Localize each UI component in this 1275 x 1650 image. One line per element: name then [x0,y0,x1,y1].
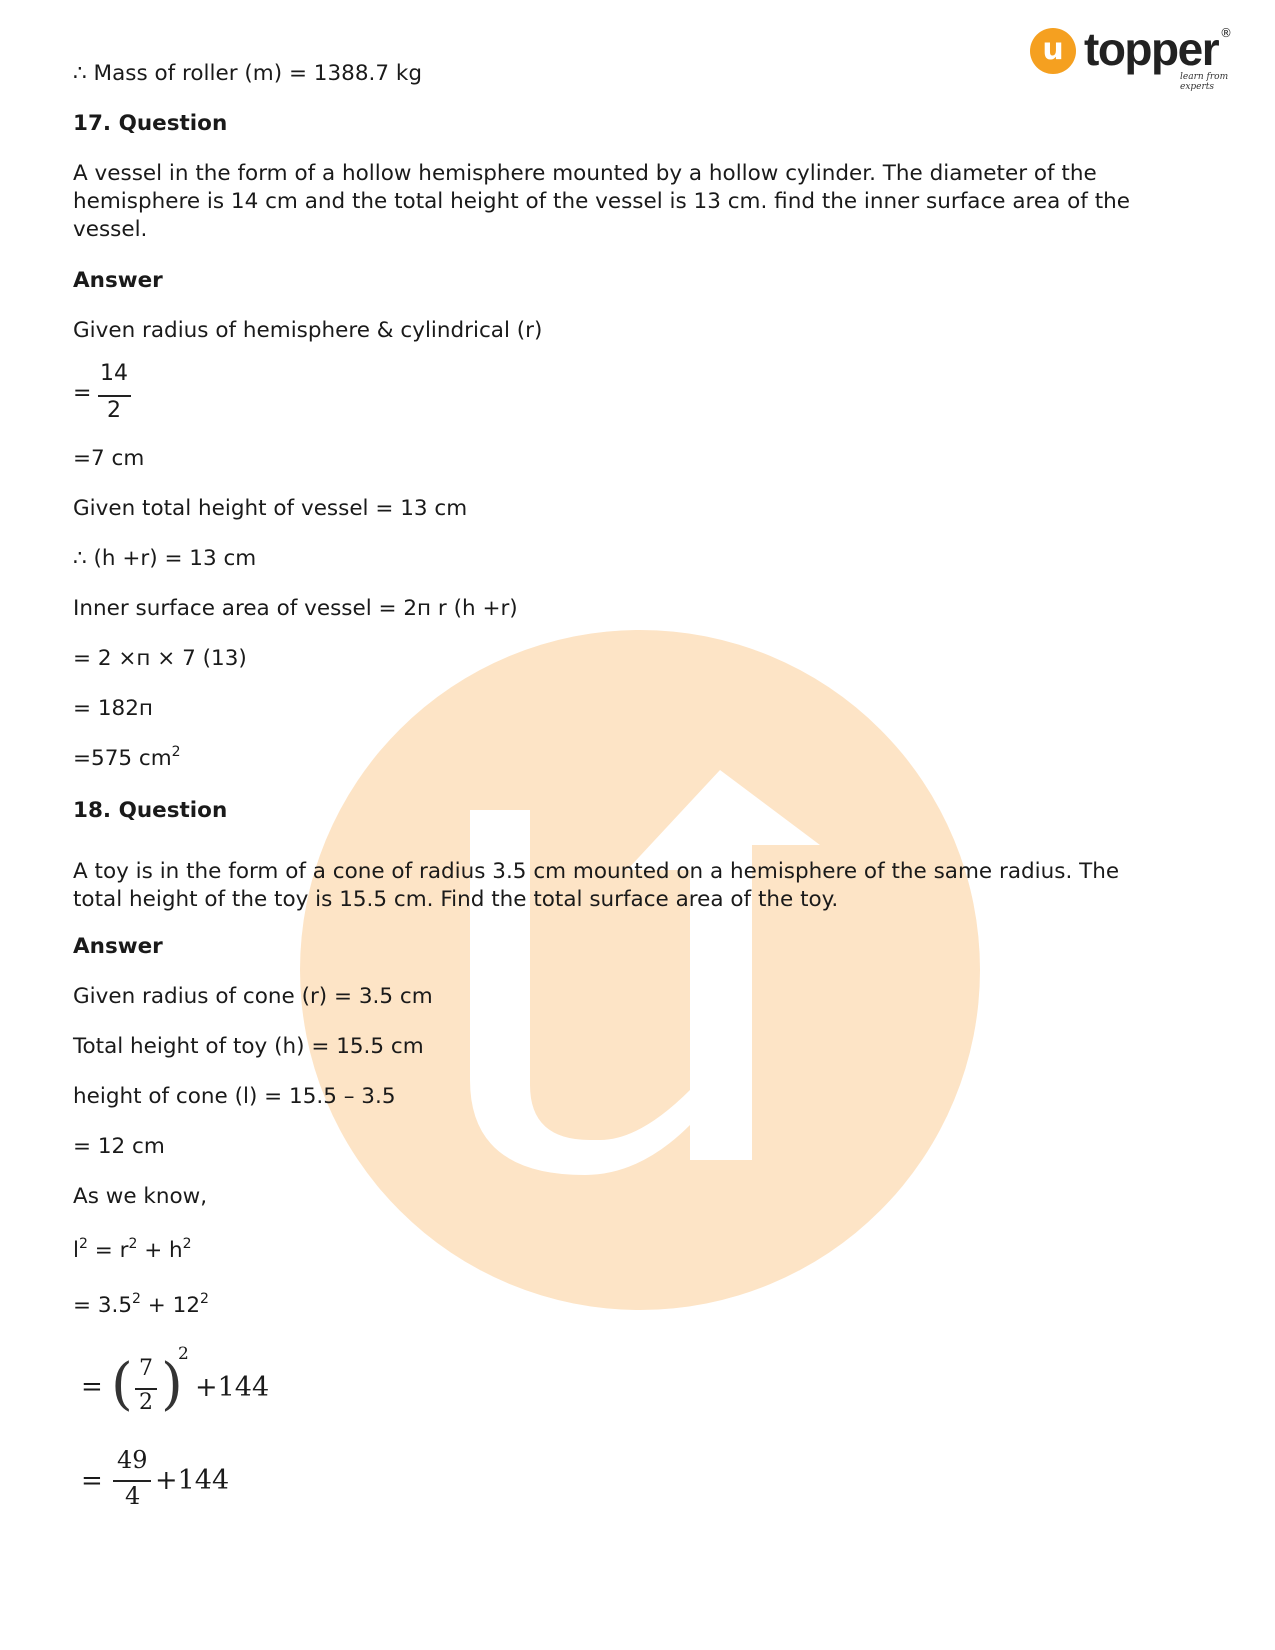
a17-line-8 [73,745,181,773]
logo-mark: u [1030,28,1076,74]
a17-fraction-eq: = [73,381,92,406]
a17-line-5: Inner surface area of vessel = 2п r (h +r) [73,596,518,621]
l-var: l [73,1238,79,1263]
a17-fraction-num: 14 [100,361,128,386]
a17-line-2: =7 cm [73,446,145,471]
logo-registered: ® [1220,26,1232,40]
a17-line-1: Given radius of hemisphere & cylindrical (r) [73,318,543,343]
q18-title: 18. Question [73,798,228,823]
logo-wordmark: topper [1084,23,1219,75]
h-term: + h [137,1238,183,1263]
plus-144: +144 [195,1372,270,1403]
q17-text: A vessel in the form of a hollow hemisphere mounted by a hollow cylinder. The diameter of the hemisphere is 14 cm and the total height of the vessel is 13 cm. find the inner surface area of the vessel. [73,161,1130,242]
topper-logo [1030,24,1250,90]
sup-a: 2 [132,1291,141,1307]
den-4: 4 [125,1482,141,1510]
term-a: = 3.5 [73,1293,133,1318]
a17-line-6: = 2 ×п × 7 (13) [73,646,247,671]
a18-line-6 [73,1237,192,1265]
plus-144: +144 [155,1465,230,1496]
a17-fraction [73,361,153,435]
a18-fraction-49-4 [73,1446,273,1520]
a18-line-7 [73,1292,209,1320]
a18-fraction-squared [73,1344,313,1430]
a17-title: Answer [73,268,163,293]
eq-sign: = [81,1372,103,1402]
a18-line-2: Total height of toy (h) = 15.5 cm [73,1034,424,1059]
mass-result-line: ∴ Mass of roller (m) = 1388.7 kg [73,61,422,86]
a18-line-5: As we know, [73,1184,208,1209]
fraction-bar [98,395,131,397]
q18-text: A toy is in the form of a cone of radius 3.5 cm mounted on a hemisphere of the same radius. The total height of the toy is 15.5 cm. Find the total surface area of the toy. [73,859,1120,912]
a17-fraction-den: 2 [107,398,121,423]
a17-line-8-text: =575 cm [73,746,172,771]
a17-line-3: Given total height of vessel = 13 cm [73,496,468,521]
exp-2: 2 [178,1344,189,1364]
a17-line-7: = 182п [73,696,153,721]
logo-tagline: learn from experts [1180,72,1229,92]
r-term: = r [87,1238,129,1263]
sup-b: 2 [200,1291,209,1307]
den-2: 2 [139,1390,153,1415]
a18-title: Answer [73,934,163,959]
sup-3: 2 [182,1236,192,1252]
q17-title: 17. Question [73,111,228,136]
a18-line-4: = 12 cm [73,1134,165,1159]
num-49: 49 [117,1446,148,1474]
term-b: + 12 [140,1293,201,1318]
a18-line-3: height of cone (l) = 15.5 – 3.5 [73,1084,396,1109]
num-7: 7 [139,1356,153,1381]
a17-line-4: ∴ (h +r) = 13 cm [73,546,257,571]
a18-line-1: Given radius of cone (r) = 3.5 cm [73,984,433,1009]
right-paren: ) [161,1352,183,1417]
watermark-circle [300,630,980,1310]
eq-sign: = [81,1466,103,1496]
sup-1: 2 [78,1236,88,1252]
sup-2: 2 [128,1236,138,1252]
left-paren: ( [111,1352,133,1417]
a17-line-8-sup: 2 [171,744,181,760]
